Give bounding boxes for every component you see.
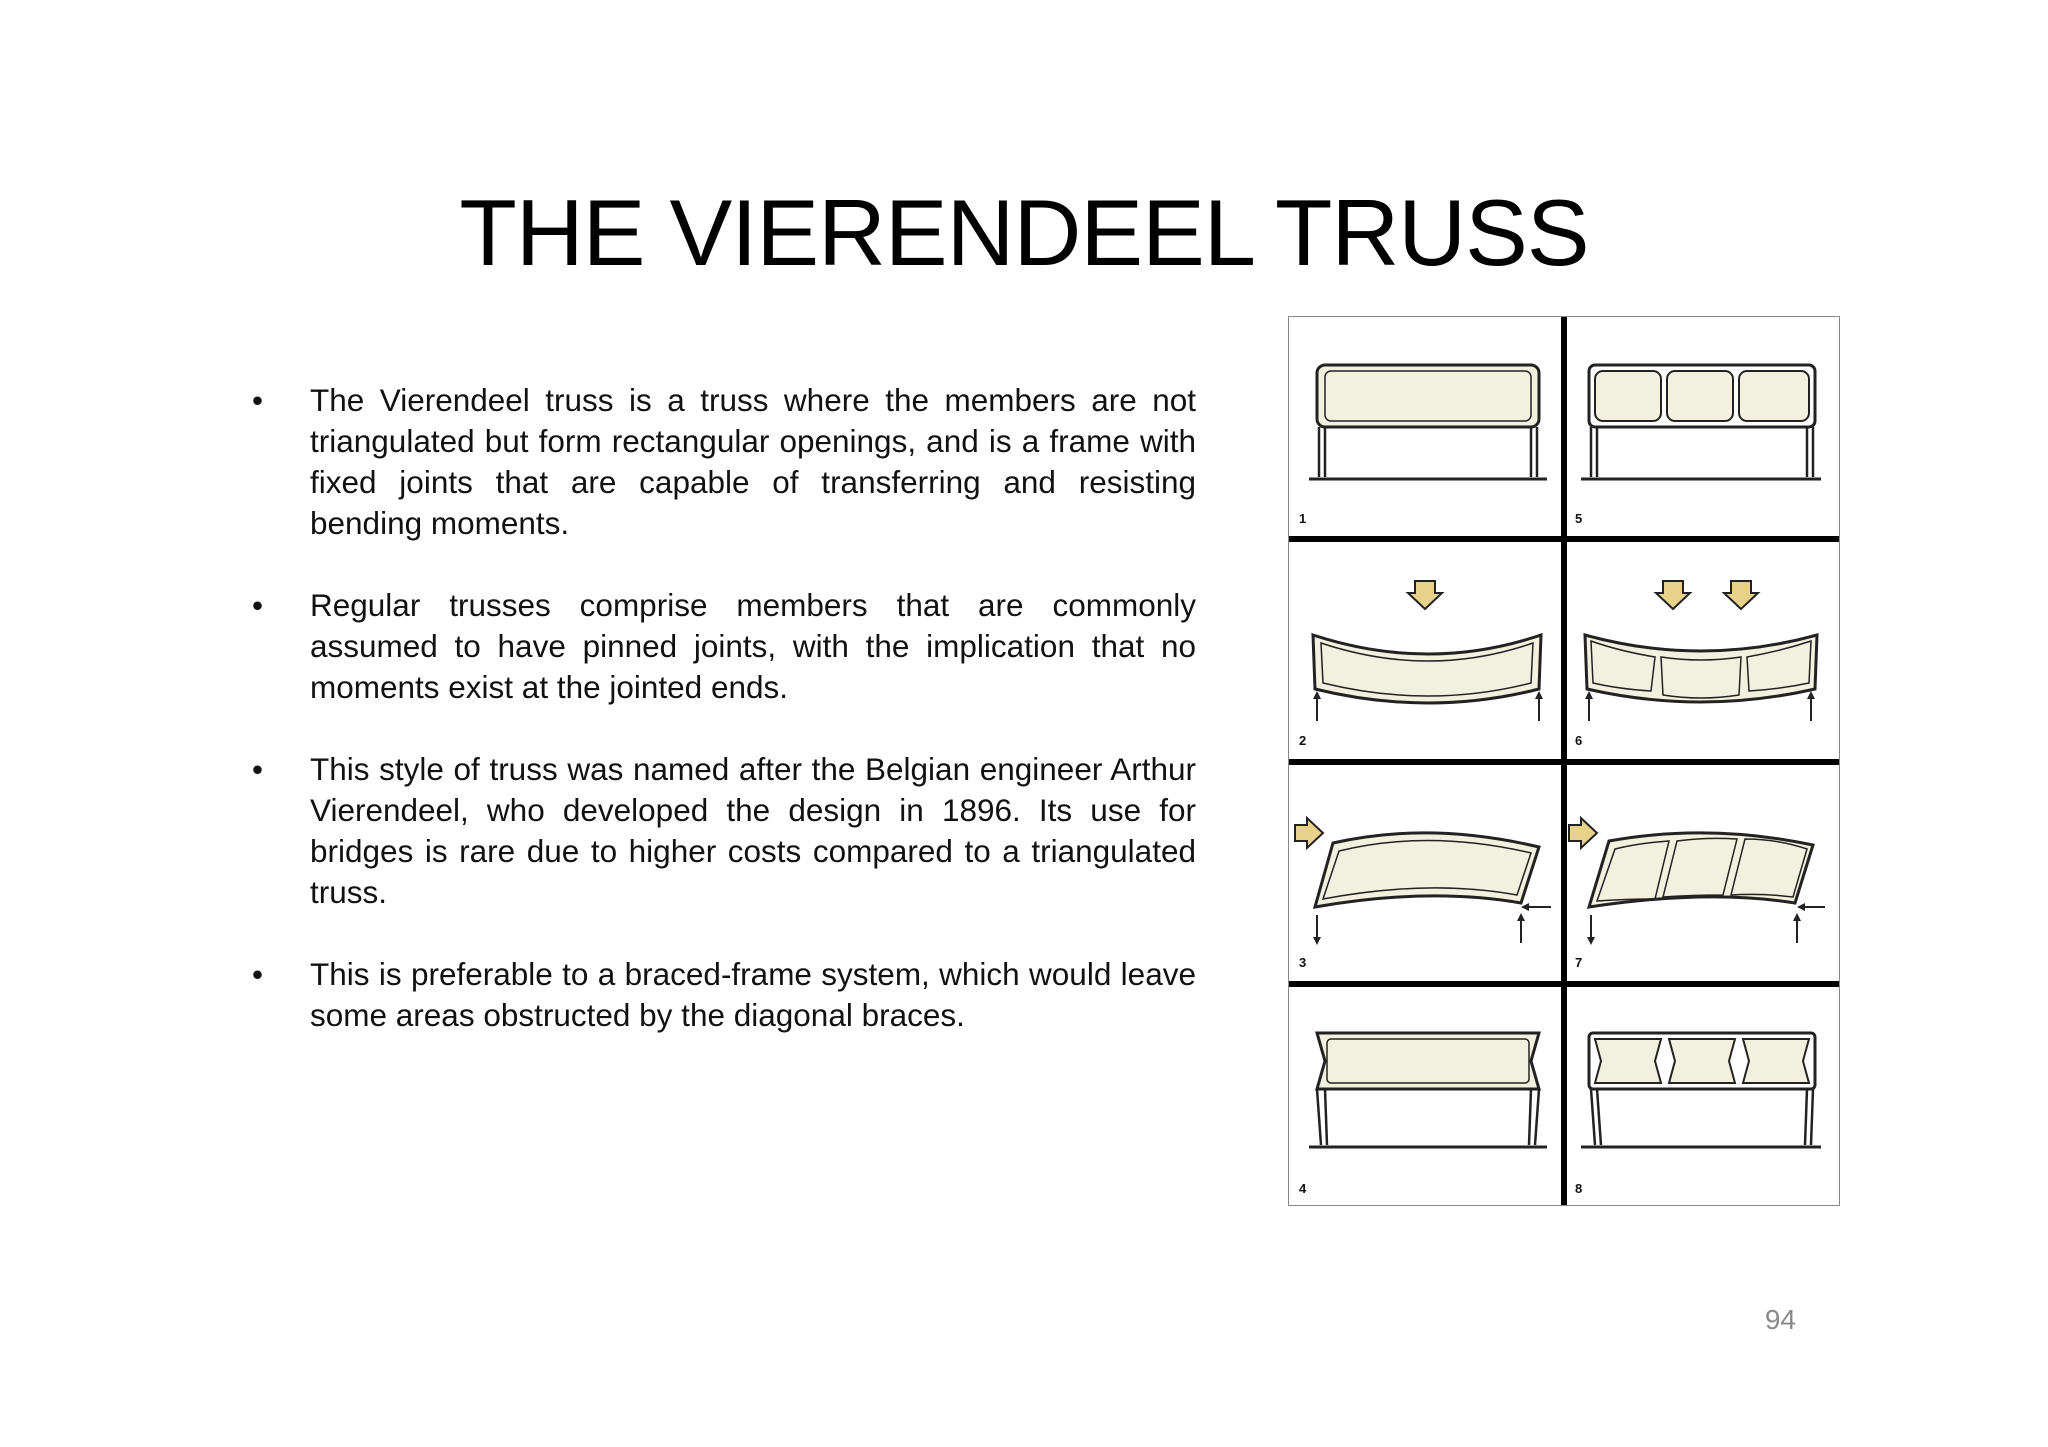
- bullet-marker: •: [252, 956, 264, 992]
- panel-label: 3: [1299, 955, 1307, 970]
- panel-label: 2: [1299, 733, 1307, 748]
- panel-label: 7: [1575, 955, 1583, 970]
- bullet-marker: •: [252, 751, 264, 787]
- panel-2-vertical-load: [1313, 581, 1543, 721]
- bullet-text: This style of truss was named after the Belgian engineer Arthur Vierendeel, who developed the design in 1896. Its use for bridges is rare due to higher costs compared to a triangulated truss.: [310, 751, 1196, 910]
- bullet-item: [252, 954, 1196, 1036]
- bullet-marker: •: [252, 587, 264, 623]
- panel-label: 8: [1575, 1181, 1583, 1196]
- bullet-item: [252, 380, 1196, 544]
- panel-5-unloaded-frame: [1581, 365, 1821, 479]
- panel-7-horizontal-load: [1569, 818, 1825, 945]
- bullet-item: [252, 749, 1196, 913]
- bullet-text: This is preferable to a braced-frame system, which would leave some areas obstructed by the diagonal braces.: [310, 956, 1196, 1033]
- grid-divider: [1289, 981, 1839, 987]
- bullet-list: [252, 380, 1196, 1077]
- panel-4-sway: [1309, 1033, 1547, 1147]
- bullet-text: The Vierendeel truss is a truss where the members are not triangulated but form rectangular openings, and is a frame with fixed joints that are capable of transferring and resisting bending moments.: [310, 382, 1196, 541]
- panel-1-unloaded-frame: [1309, 365, 1547, 479]
- grid-divider: [1289, 536, 1839, 542]
- bullet-marker: •: [252, 382, 264, 418]
- panel-6-vertical-load: [1585, 581, 1817, 721]
- vierendeel-diagram: [1288, 316, 1840, 1206]
- bullet-text: Regular trusses comprise members that are commonly assumed to have pinned joints, with the implication that no moments exist at the jointed ends.: [310, 587, 1196, 705]
- panel-label: 5: [1575, 511, 1583, 526]
- diagram-svg: [1289, 317, 1839, 1205]
- grid-divider: [1289, 759, 1839, 765]
- panel-label: 6: [1575, 733, 1583, 748]
- panel-label: 4: [1299, 1181, 1307, 1196]
- panel-3-horizontal-load: [1295, 818, 1551, 945]
- panel-label: 1: [1299, 511, 1307, 526]
- page-number: 94: [1764, 1304, 1796, 1335]
- panel-8-sway: [1581, 1033, 1821, 1147]
- slide-title: THE VIERENDEEL TRUSS: [459, 180, 1589, 285]
- bullet-item: [252, 585, 1196, 708]
